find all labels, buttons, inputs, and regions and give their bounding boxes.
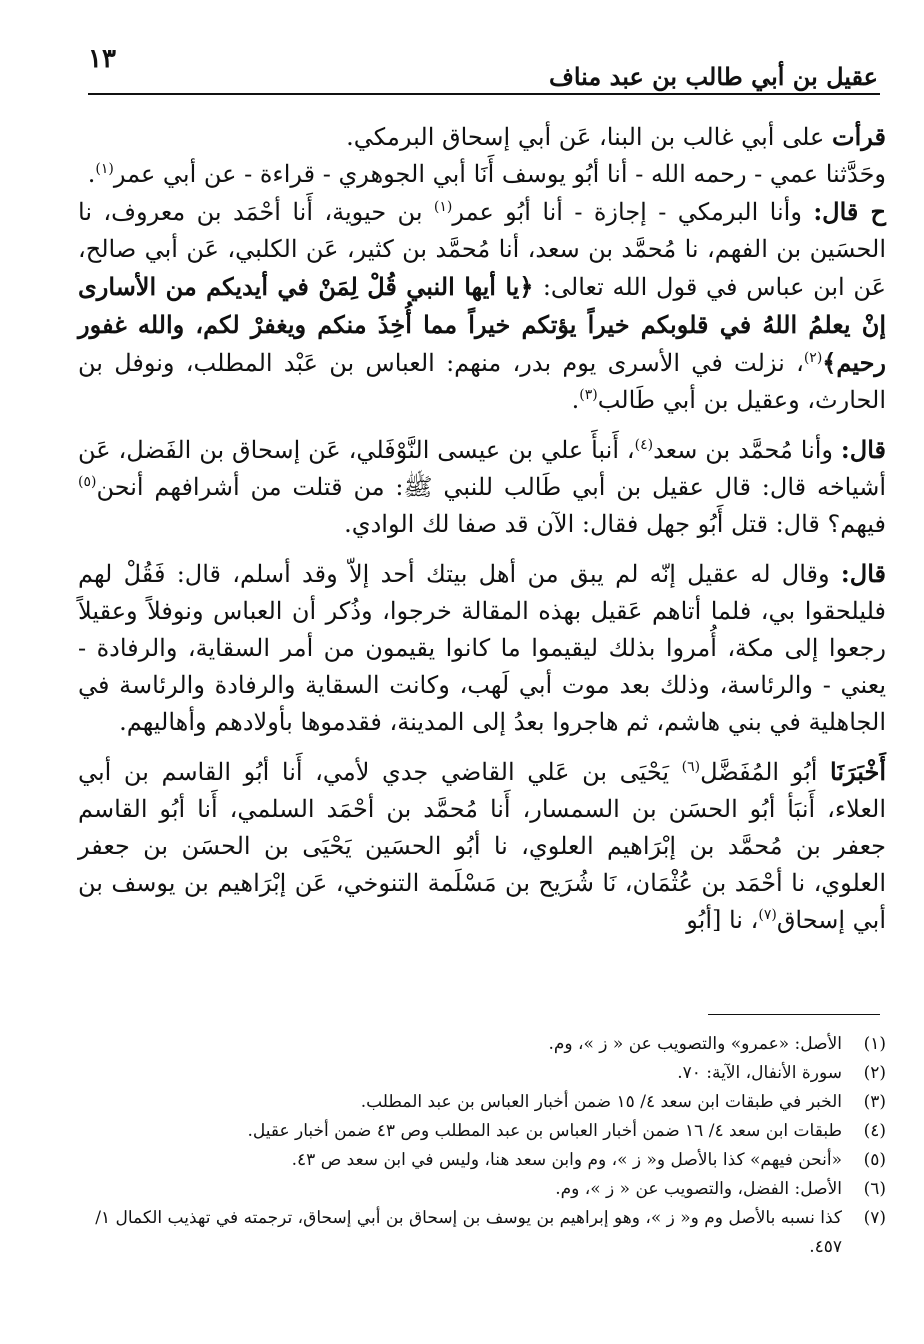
footnote-2 — [78, 1059, 886, 1088]
quran-verse: ﴿يا أيها النبي قُلْ لِمَنْ في أيديكم من الأسارى إنْ يعلمُ اللهُ في قلوبكم خيراً يؤتكم خيراً مما أُخِذَ منكم ويغفرْ لكم، والله غفور رحيم﴾ — [78, 272, 886, 377]
paragraph-text-tail: فيهم؟ قال: قتل أَبُو جهل فقال: الآن قد صفا لك الوادي. — [344, 510, 886, 538]
paragraph-5 — [78, 555, 886, 741]
paragraph-text: وقال له عقيل إنّه لم يبق من أهل بيتك أحد إلاّ وقد أسلم، قال: فَقُلْ لهم فليلحقوا بي، فلما أتاهم عَقيل بهذه المقالة خرجوا، وذُكر أن العباس ونوفلاً وعقيلاً رجعوا إلى مكة، أُمروا بذلك ليقيموا ما كانوا يقيمون من أمر السقاية، والرفادة - يعني - والرئاسة، وذلك بعد موت أبي لَهب، وكانت السقاية والرفادة والرئاسة في الجاهلية في بني هاشم، ثم هاجروا بعدُ إلى المدينة، فقدموها بأولادهم وأهاليهم. — [78, 560, 887, 736]
footnote-ref[interactable]: (٥) — [78, 474, 97, 490]
paragraph-lead: قال: — [840, 559, 886, 588]
footnote-7-continuation: ٤٥٧. — [809, 1237, 842, 1257]
footnote-ref[interactable]: (١) — [95, 161, 114, 177]
footnote-ref[interactable]: (٣) — [579, 387, 598, 403]
paragraph-lead: قرأت — [832, 122, 886, 151]
page-number: ١٣ — [88, 44, 116, 74]
footnote-text: سورة الأنفال، الآية: ٧٠. — [677, 1063, 842, 1083]
footnote-number: (١) — [863, 1034, 886, 1054]
paragraph-3 — [78, 193, 886, 419]
paragraph-1 — [78, 118, 886, 156]
footnote-text: الأصل: الفضل، والتصويب عن « ز »، وم. — [555, 1179, 842, 1199]
footnote-text: الخبر في طبقات ابن سعد ٤/ ١٥ ضمن أخبار العباس بن عبد المطلب. — [360, 1092, 842, 1112]
paragraph-text-tail: يَحْيَى بن عَلي القاضي جدي لأمي، أَنا أبُو القاسم بن أبي العلاء، أَنبَأ أبُو الحسَن بن السمسار، أَنا مُحمَّد بن أحْمَد السلمي، أَنا أبُو القاسم جعفر بن مُحمَّد بن إبْرَاهيم العلوي، نا أبُو الحسَين يَحْيَى بن الحسَن بن جعفر العلوي، نا أحْمَد بن عُثْمَان، نَا شُرَيح بن مَسْلَمة التنوخي، عَن إبْرَاهيم بن يوسف بن أبي إسحاق — [78, 758, 886, 934]
footnote-number: (٥) — [863, 1150, 886, 1170]
footnote-1 — [78, 1030, 886, 1059]
paragraph-text-tail: ، نزلت في الأسرى يوم بدر، منهم: العباس بن عَبْد المطلب، ونوفل بن الحارث، وعقيل بن أبي طَالب — [78, 349, 886, 414]
paragraph-text-tail: ، أَنبأَ علي بن عيسى النَّوْفَلي، عَن إسحاق بن الفَضل، عَن أشياخه قال: قال عقيل بن أبي طَالب للنبي ﷺ: من قتلت من أشرافهم أنحن — [78, 436, 886, 501]
paragraph-text-tail: . — [87, 160, 96, 188]
footnote-3 — [78, 1088, 886, 1117]
paragraph-text-tail: . — [571, 386, 580, 414]
paragraph-text-tail: ، نا [أبُو — [686, 906, 759, 934]
paragraph-2 — [78, 156, 886, 193]
main-text — [78, 118, 886, 939]
footnote-number: (٦) — [863, 1179, 886, 1199]
paragraph-lead: ح قال: — [813, 197, 886, 226]
footnote-6 — [78, 1175, 886, 1204]
paragraph-text-tail: بن حيوية، أَنا أحْمَد بن معروف، نا الحسَين بن الفهم، نا مُحمَّد بن سعد، أنا مُحمَّد بن كثير، عَن الكلبي، عَن أبي صالح، عَن ابن عباس في قول الله تعالى: — [78, 198, 887, 301]
footnote-5 — [78, 1146, 886, 1175]
footnote-ref[interactable]: (٦) — [681, 759, 701, 775]
footnote-ref[interactable]: (٢) — [803, 350, 823, 366]
footnote-text: الأصل: «عمرو» والتصويب عن « ز »، وم. — [548, 1034, 842, 1054]
footnotes — [78, 1030, 886, 1262]
paragraph-text: وأنا البرمكي - إجازة - أنا أبُو عمر — [452, 198, 814, 226]
footnote-ref[interactable]: (٤) — [634, 437, 654, 453]
paragraph-lead: قال: — [840, 435, 886, 464]
footnote-number: (٢) — [863, 1063, 886, 1083]
paragraph-text: وحَدَّثنا عمي - رحمه الله - أنا أبُو يوسف أَنَا أبي الجوهري - قراءة - عن أبي عمر — [113, 160, 886, 188]
footnote-ref[interactable]: (١) — [433, 199, 453, 215]
footnote-rule — [708, 1014, 880, 1015]
paragraph-text: وأنا مُحمَّد بن سعد — [653, 436, 841, 464]
page-header — [88, 40, 878, 92]
paragraph-4 — [78, 431, 886, 543]
running-title: عقيل بن أبي طالب بن عبد مناف — [548, 62, 878, 91]
footnote-number: (٤) — [863, 1121, 886, 1141]
header-rule — [88, 93, 880, 95]
footnote-number: (٧) — [863, 1208, 886, 1228]
paragraph-text: أبُو المُفَضَّل — [700, 758, 831, 786]
paragraph-6 — [78, 753, 886, 939]
footnote-text: كذا نسبه بالأصل وم و« ز »، وهو إبراهيم بن يوسف بن إسحاق بن أبي إسحاق، ترجمته في تهذيب الكمال ١/ — [95, 1208, 842, 1228]
footnote-7 — [78, 1204, 886, 1233]
footnote-number: (٣) — [863, 1092, 886, 1112]
footnote-text: طبقات ابن سعد ٤/ ١٦ ضمن أخبار العباس بن عبد المطلب وص ٤٣ ضمن أخبار عقيل. — [247, 1121, 842, 1141]
footnote-4 — [78, 1117, 886, 1146]
footnote-ref[interactable]: (٧) — [758, 907, 777, 923]
paragraph-lead: أَخْبَرَنَا — [830, 757, 886, 786]
paragraph-text: على أبي غالب بن البنا، عَن أبي إسحاق البرمكي. — [346, 123, 833, 151]
footnote-text: «أنحن فيهم» كذا بالأصل و« ز »، وم وابن سعد هنا، وليس في ابن سعد ص ٤٣. — [291, 1150, 842, 1170]
